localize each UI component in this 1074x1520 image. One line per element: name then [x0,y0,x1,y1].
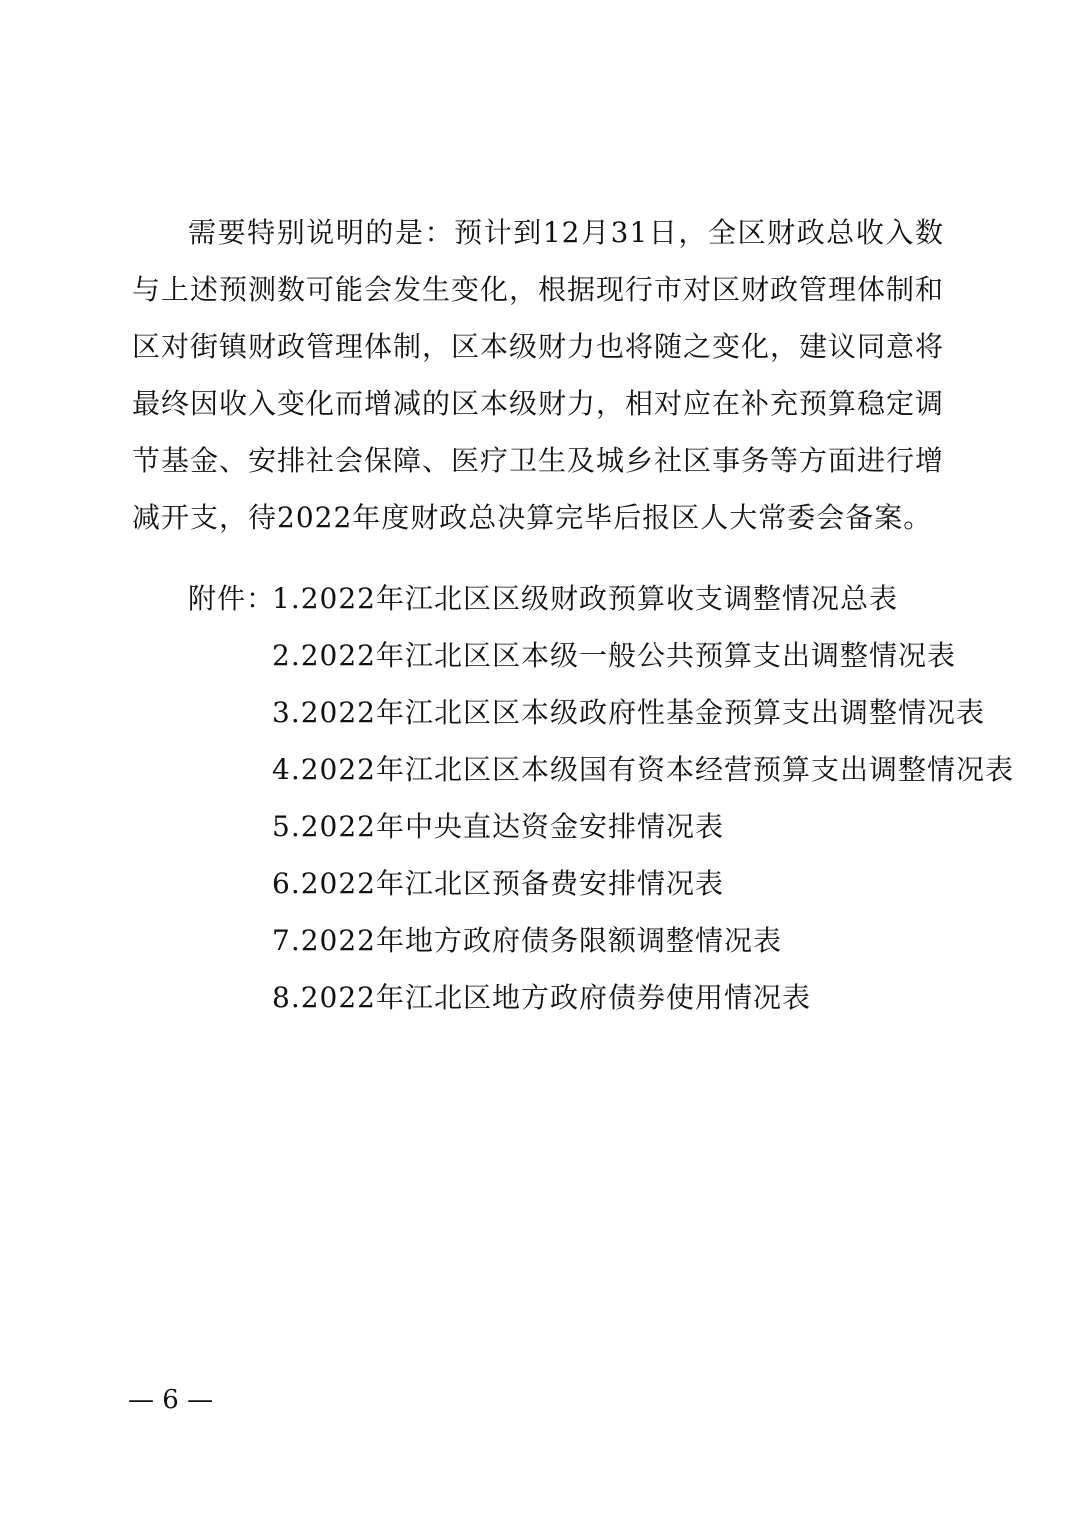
attachment-item-3: 3.2022年江北区区本级政府性基金预算支出调整情况表 [272,696,985,729]
attachment-item-1: 1.2022年江北区区级财政预算收支调整情况总表 [272,582,898,615]
attachment-item-8: 8.2022年江北区地方政府债券使用情况表 [272,981,811,1014]
attachment-row [188,684,988,741]
attachment-row [188,912,988,969]
attachment-item-4: 4.2022年江北区区本级国有资本经营预算支出调整情况表 [272,753,1014,786]
attachment-row [188,969,988,1026]
attachment-item-2: 2.2022年江北区区本级一般公共预算支出调整情况表 [272,639,956,672]
attachment-row [188,627,988,684]
attachment-row [188,741,1014,798]
attachment-label: 附件： [188,582,276,615]
attachment-row [188,798,988,855]
attachment-row [188,570,988,627]
explanation-paragraph: 需要特别说明的是：预计到12月31日，全区财政总收入数与上述预测数可能会发生变化，根据现行市对区财政管理体制和区对街镇财政管理体制，区本级财力也将随之变化，建议同意将最终因收入变化而增减的区本级财力，相对应在补充预算稳定调节基金、安排社会保障、医疗卫生及城乡社区事务等方面进行增减开支，待2022年度财政总决算完毕后报区人大常委会备案。 [132,216,945,534]
attachment-item-5: 5.2022年中央直达资金安排情况表 [272,810,724,843]
attachment-row [188,855,988,912]
attachment-item-6: 6.2022年江北区预备费安排情况表 [272,867,724,900]
attachment-list [188,570,1014,1026]
attachment-item-7: 7.2022年地方政府债务限额调整情况表 [272,924,782,957]
page-number: — 6 — [128,1385,214,1415]
